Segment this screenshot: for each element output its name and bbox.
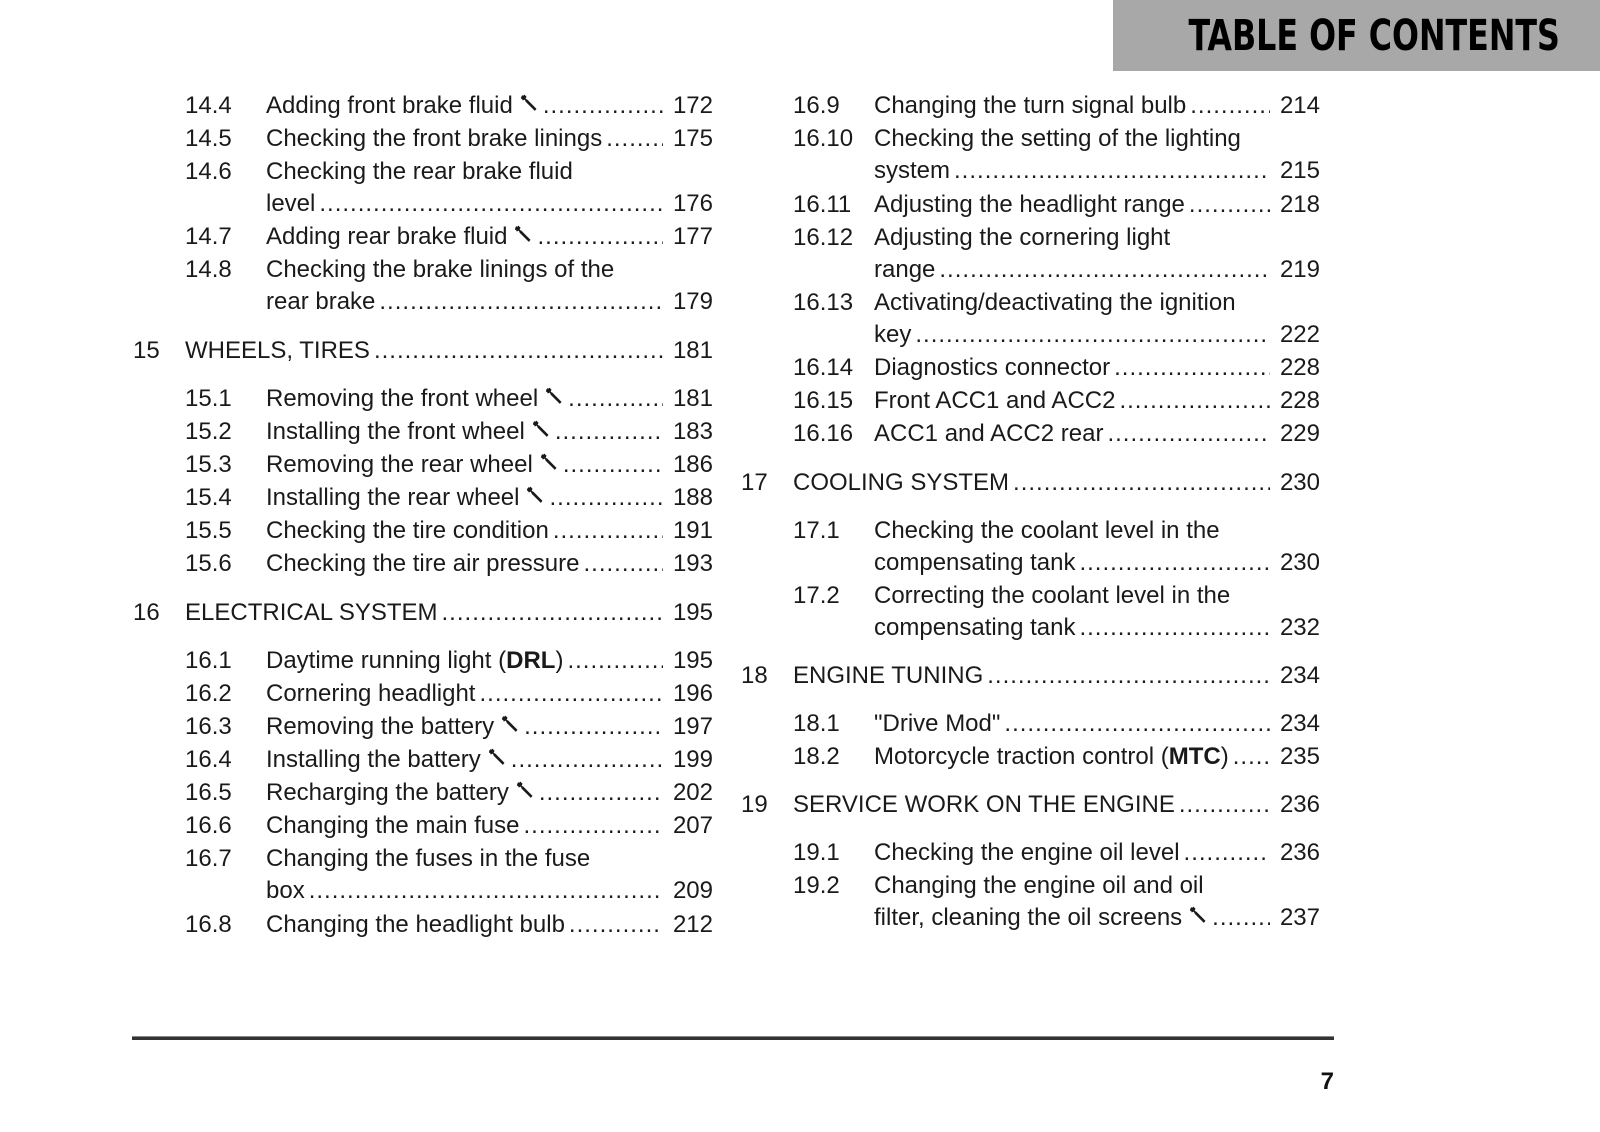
dot-leader: [309, 875, 663, 907]
page-reference[interactable]: 207: [672, 812, 713, 839]
toc-section-entry[interactable]: [133, 449, 713, 481]
section-number: 15.5: [185, 517, 232, 544]
dot-leader: [1184, 837, 1270, 869]
section-title: Checking the front brake linings: [266, 125, 603, 152]
section-number: 16.10: [793, 125, 854, 152]
dot-leader: [539, 777, 663, 809]
page-reference[interactable]: 219: [1279, 256, 1320, 283]
page-reference[interactable]: 214: [1279, 92, 1320, 119]
section-number: 19: [741, 791, 768, 818]
closing-paren: ): [555, 647, 564, 674]
header-band: [1113, 0, 1600, 71]
dot-leader: [1179, 789, 1270, 821]
section-number: 14.4: [185, 92, 232, 119]
section-title: Checking the engine oil level: [874, 839, 1180, 866]
page-reference[interactable]: 230: [1279, 469, 1320, 496]
section-number: 18.1: [793, 710, 840, 737]
page-reference[interactable]: 199: [672, 746, 713, 773]
section-title: Changing the main fuse: [266, 812, 520, 839]
page-reference[interactable]: 237: [1279, 904, 1320, 931]
page-number: 7: [1320, 1068, 1334, 1095]
dot-leader: [511, 744, 663, 776]
section-number: 18.2: [793, 743, 840, 770]
dot-leader: [537, 221, 663, 253]
page-reference[interactable]: 177: [672, 223, 713, 250]
page-reference[interactable]: 232: [1279, 614, 1320, 641]
page-reference[interactable]: 230: [1279, 549, 1320, 576]
section-title: Correcting the coolant level in the: [874, 582, 1231, 609]
toc-section-entry[interactable]: [741, 352, 1320, 384]
dot-leader: [939, 254, 1270, 286]
toc-chapter-entry[interactable]: [133, 597, 713, 629]
page-reference[interactable]: 188: [672, 484, 713, 511]
section-title: Changing the engine oil and oil: [874, 872, 1204, 899]
section-number: 16.14: [793, 354, 854, 381]
toc-section-entry[interactable]: [133, 843, 713, 907]
page-reference[interactable]: 222: [1279, 321, 1320, 348]
dot-leader: [524, 810, 664, 842]
section-title: Changing the headlight bulb: [266, 911, 565, 938]
section-title: Changing the fuses in the fuse: [266, 845, 591, 872]
section-number: 19.1: [793, 839, 840, 866]
toc-section-entry[interactable]: [133, 515, 713, 547]
section-number: 17.1: [793, 517, 840, 544]
section-number: 16.7: [185, 845, 232, 872]
page-reference[interactable]: 228: [1279, 354, 1320, 381]
page-title: TABLE OF CONTENTS: [1188, 11, 1560, 61]
toc-section-entry[interactable]: [133, 482, 713, 514]
page-reference[interactable]: 179: [672, 288, 713, 315]
page-reference[interactable]: 197: [672, 713, 713, 740]
toc-section-entry[interactable]: [741, 708, 1320, 740]
section-title: SERVICE WORK ON THE ENGINE: [793, 791, 1175, 818]
section-number: 16.16: [793, 420, 854, 447]
toc-section-entry[interactable]: [741, 123, 1320, 187]
closing-paren: ): [1220, 743, 1229, 770]
dot-leader: [1119, 385, 1270, 417]
toc-section-entry[interactable]: [741, 418, 1320, 450]
page-reference[interactable]: 196: [672, 680, 713, 707]
section-number: 17: [741, 469, 768, 496]
section-title: range: [874, 256, 936, 283]
dot-leader: [987, 660, 1270, 692]
section-number: 15.2: [185, 418, 232, 445]
section-title: key: [874, 321, 912, 348]
page-reference[interactable]: 183: [672, 418, 713, 445]
dot-leader: [1114, 352, 1270, 384]
dot-leader: [479, 678, 663, 710]
dot-leader: [553, 515, 663, 547]
section-title: Diagnostics connector: [874, 354, 1111, 381]
toc-chapter-entry[interactable]: [133, 335, 713, 367]
wrench-icon: [531, 419, 551, 439]
page-reference[interactable]: 172: [672, 92, 713, 119]
toc-section-entry[interactable]: [741, 189, 1320, 221]
dot-leader: [1107, 418, 1270, 450]
toc-section-entry[interactable]: [133, 90, 713, 122]
page-reference[interactable]: 181: [672, 385, 713, 412]
section-title: Front ACC1 and ACC2: [874, 387, 1116, 414]
dot-leader: [524, 711, 663, 743]
dot-leader: [1233, 741, 1270, 773]
section-number: 16.13: [793, 289, 854, 316]
section-number: 16.6: [185, 812, 232, 839]
section-number: 16.1: [185, 647, 232, 674]
wrench-icon: [525, 485, 545, 505]
dot-leader: [1004, 708, 1270, 740]
section-number: 16.11: [793, 191, 852, 218]
toc-chapter-entry[interactable]: [741, 660, 1320, 692]
toc-section-entry[interactable]: [133, 909, 713, 941]
section-title: ACC1 and ACC2 rear: [874, 420, 1104, 447]
dot-leader: [442, 597, 663, 629]
dot-leader: [1189, 189, 1270, 221]
dot-leader: [379, 286, 663, 318]
page-reference[interactable]: 215: [1279, 157, 1320, 184]
section-title: Checking the tire air pressure: [266, 550, 580, 577]
section-number: 14.8: [185, 256, 232, 283]
section-number: 16.2: [185, 680, 232, 707]
section-number: 15.4: [185, 484, 232, 511]
section-title: rear brake: [266, 288, 376, 315]
section-title: Daytime running light (: [266, 647, 507, 674]
section-title: Installing the front wheel: [266, 418, 525, 445]
toc-section-entry[interactable]: [133, 810, 713, 842]
page-reference[interactable]: 236: [1279, 839, 1320, 866]
section-number: 16.15: [793, 387, 854, 414]
toc-section-entry[interactable]: [133, 678, 713, 710]
section-title: system: [874, 157, 951, 184]
toc-section-entry[interactable]: [133, 254, 713, 318]
section-title: Adding rear brake fluid: [266, 223, 508, 250]
wrench-icon: [544, 386, 564, 406]
page-reference[interactable]: 234: [1279, 662, 1320, 689]
section-title: Checking the setting of the lighting: [874, 125, 1241, 152]
page-reference[interactable]: 202: [672, 779, 713, 806]
dot-leader: [583, 548, 663, 580]
section-title: WHEELS, TIRES: [185, 337, 370, 364]
toc-section-entry[interactable]: [133, 383, 713, 415]
toc-section-entry[interactable]: [133, 744, 713, 776]
page-reference[interactable]: 229: [1279, 420, 1320, 447]
dot-leader: [915, 319, 1270, 351]
dot-leader: [1079, 547, 1270, 579]
toc-section-entry[interactable]: [741, 90, 1320, 122]
page-reference[interactable]: 212: [672, 911, 713, 938]
section-number: 17.2: [793, 582, 840, 609]
wrench-icon: [500, 714, 520, 734]
toc-chapter-entry[interactable]: [741, 789, 1320, 821]
section-title: Adjusting the headlight range: [874, 191, 1185, 218]
dot-leader: [563, 449, 663, 481]
toc-section-entry[interactable]: [133, 777, 713, 809]
section-title: filter, cleaning the oil screens: [874, 904, 1183, 931]
page-reference[interactable]: 186: [672, 451, 713, 478]
dot-leader: [555, 416, 663, 448]
page-reference[interactable]: 235: [1279, 743, 1320, 770]
wrench-icon: [539, 452, 559, 472]
section-title: ENGINE TUNING: [793, 662, 984, 689]
wrench-icon: [515, 780, 535, 800]
section-title: compensating tank: [874, 549, 1076, 576]
toc-section-entry[interactable]: [741, 870, 1320, 934]
page-reference[interactable]: 191: [672, 517, 713, 544]
page-reference[interactable]: 181: [672, 337, 713, 364]
toc-section-entry[interactable]: [741, 385, 1320, 417]
section-number: 15: [133, 337, 160, 364]
page-reference[interactable]: 176: [672, 190, 713, 217]
footer-divider: [132, 1036, 1334, 1040]
section-title: Removing the rear wheel: [266, 451, 533, 478]
toc-section-entry[interactable]: [741, 287, 1320, 351]
page-reference[interactable]: 218: [1279, 191, 1320, 218]
section-title: Cornering headlight: [266, 680, 476, 707]
dot-leader: [1079, 612, 1270, 644]
section-title: COOLING SYSTEM: [793, 469, 1010, 496]
section-number: 15.6: [185, 550, 232, 577]
toc-section-entry[interactable]: [133, 416, 713, 448]
section-number: 14.7: [185, 223, 232, 250]
section-title: level: [266, 190, 316, 217]
page-reference[interactable]: 236: [1279, 791, 1320, 818]
section-number: 16.4: [185, 746, 232, 773]
section-number: 19.2: [793, 872, 840, 899]
toc-section-entry[interactable]: [741, 741, 1320, 773]
wrench-icon: [487, 747, 507, 767]
toc-section-entry[interactable]: [133, 548, 713, 580]
section-title: ELECTRICAL SYSTEM: [185, 599, 438, 626]
section-title: Installing the battery: [266, 746, 481, 773]
section-title: Motorcycle traction control (: [874, 743, 1169, 770]
section-number: 14.6: [185, 158, 232, 185]
dot-leader: [954, 155, 1270, 187]
abbreviation-bold: MTC: [1168, 743, 1221, 770]
section-title: Adding front brake fluid: [266, 92, 513, 119]
page-reference[interactable]: 195: [672, 647, 713, 674]
toc-section-entry[interactable]: [741, 222, 1320, 286]
page-reference[interactable]: 195: [672, 599, 713, 626]
section-title: Changing the turn signal bulb: [874, 92, 1187, 119]
page-reference[interactable]: 175: [672, 125, 713, 152]
dot-leader: [569, 909, 663, 941]
section-number: 14.5: [185, 125, 232, 152]
toc-section-entry[interactable]: [741, 580, 1320, 644]
dot-leader: [543, 90, 663, 122]
section-number: 16.3: [185, 713, 232, 740]
dot-leader: [606, 123, 663, 155]
toc-chapter-entry[interactable]: [741, 467, 1320, 499]
toc-section-entry[interactable]: [133, 221, 713, 253]
section-title: "Drive Mod": [874, 710, 1001, 737]
section-number: 16: [133, 599, 160, 626]
section-number: 15.3: [185, 451, 232, 478]
wrench-icon: [519, 93, 539, 113]
dot-leader: [374, 335, 663, 367]
section-title: Adjusting the cornering light: [874, 224, 1171, 251]
dot-leader: [1190, 90, 1270, 122]
section-number: 16.9: [793, 92, 840, 119]
dot-leader: [1212, 902, 1270, 934]
toc-section-entry[interactable]: [741, 837, 1320, 869]
section-title: Checking the tire condition: [266, 517, 549, 544]
section-title: Checking the brake linings of the: [266, 256, 615, 283]
page-reference[interactable]: 234: [1279, 710, 1320, 737]
dot-leader: [549, 482, 663, 514]
section-number: 16.12: [793, 224, 854, 251]
dot-leader: [319, 188, 663, 220]
section-title: Checking the coolant level in the: [874, 517, 1220, 544]
section-title: Checking the rear brake fluid: [266, 158, 573, 185]
section-number: 16.5: [185, 779, 232, 806]
toc-section-entry[interactable]: [133, 123, 713, 155]
toc-section-entry[interactable]: [133, 711, 713, 743]
section-title: Activating/deactivating the ignition: [874, 289, 1236, 316]
page-reference[interactable]: 228: [1279, 387, 1320, 414]
toc-section-entry[interactable]: [741, 515, 1320, 579]
toc-section-entry[interactable]: [133, 645, 713, 677]
section-title: Recharging the battery: [266, 779, 509, 806]
page-reference[interactable]: 209: [672, 877, 713, 904]
section-title: Installing the rear wheel: [266, 484, 520, 511]
page-reference[interactable]: 193: [672, 550, 713, 577]
section-number: 16.8: [185, 911, 232, 938]
dot-leader: [1013, 467, 1270, 499]
toc-section-entry[interactable]: [133, 156, 713, 220]
section-title: box: [266, 877, 305, 904]
section-title: Removing the battery: [266, 713, 495, 740]
section-title: compensating tank: [874, 614, 1076, 641]
section-title: Removing the front wheel: [266, 385, 539, 412]
abbreviation-bold: DRL: [506, 647, 556, 674]
section-number: 15.1: [185, 385, 232, 412]
section-number: 18: [741, 662, 768, 689]
wrench-icon: [1188, 905, 1208, 925]
dot-leader: [568, 383, 663, 415]
wrench-icon: [513, 224, 533, 244]
dot-leader: [567, 645, 663, 677]
